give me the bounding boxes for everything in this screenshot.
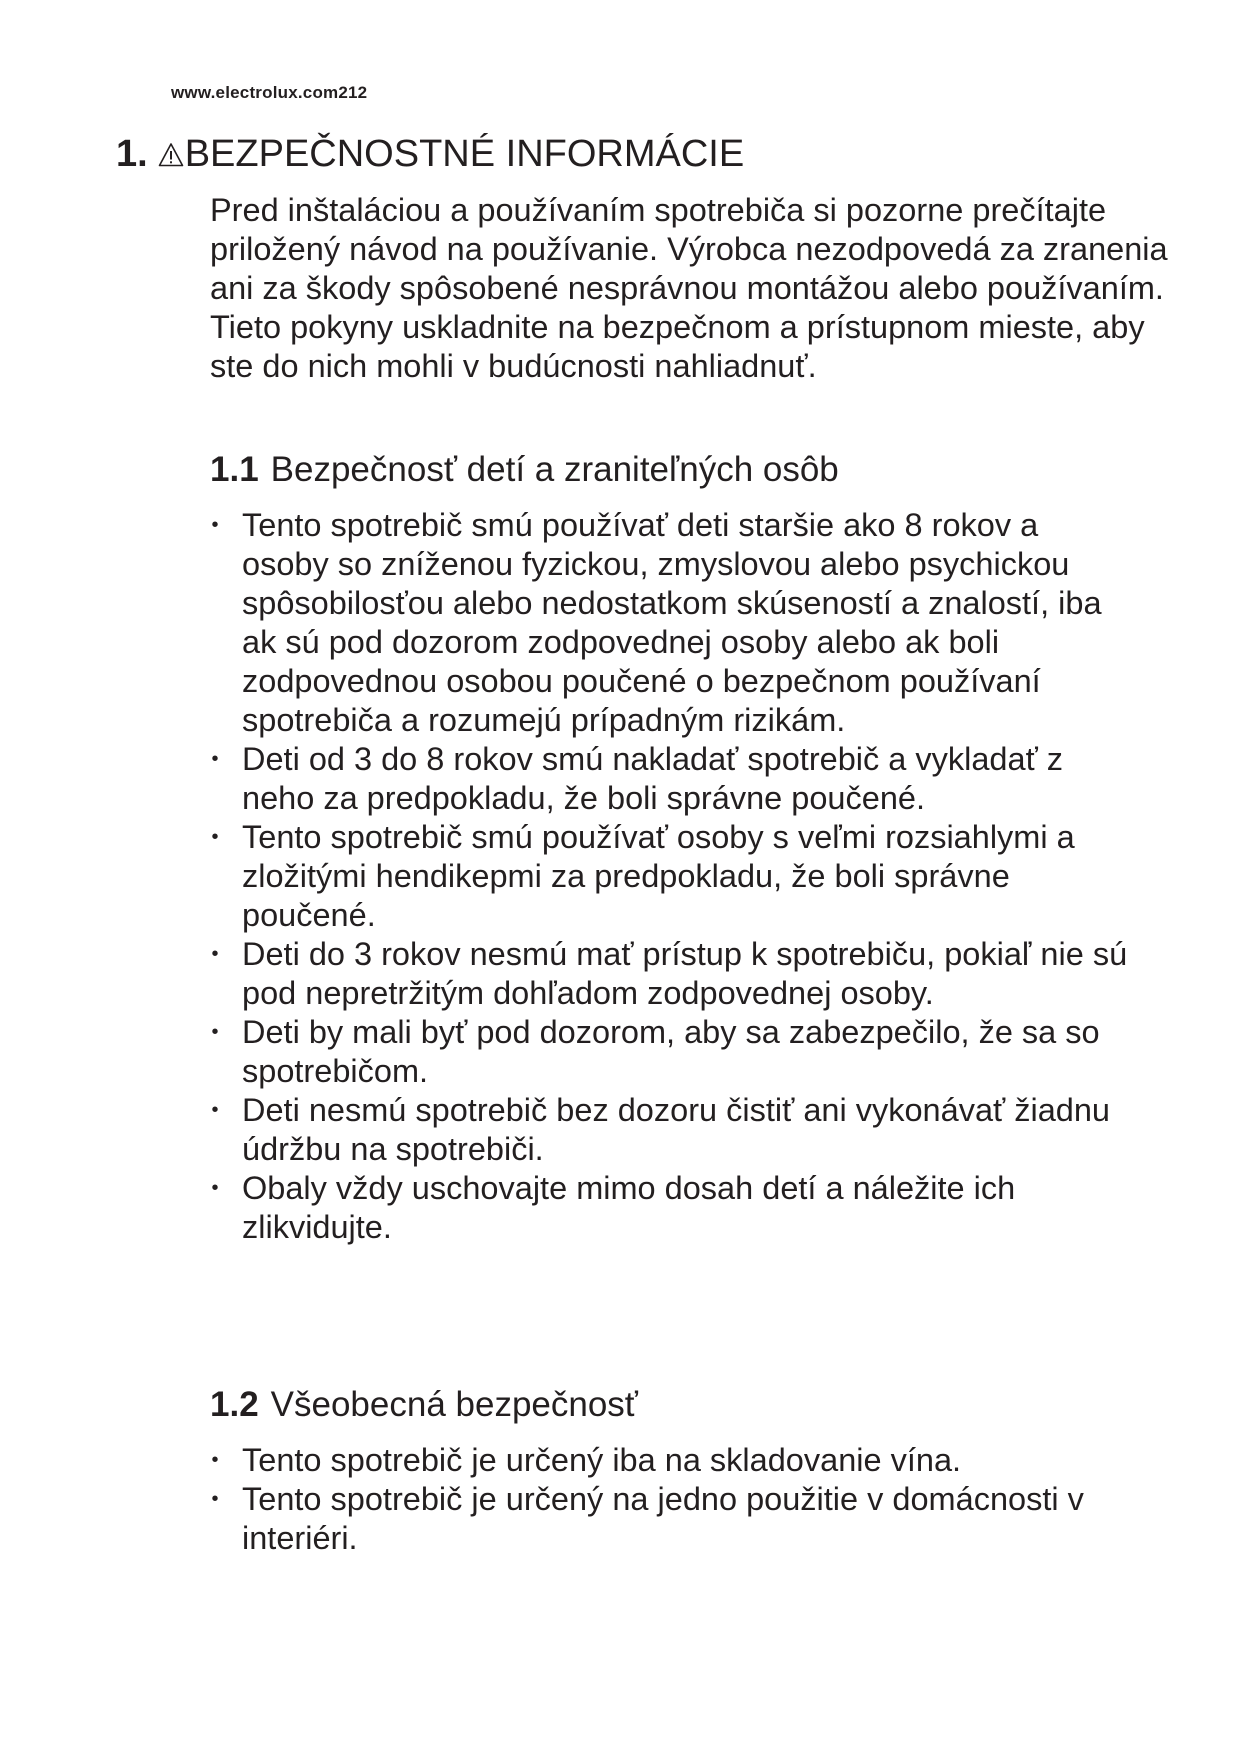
bullet-dot-icon: • bbox=[211, 1177, 219, 1199]
subsection-heading-1-2 bbox=[210, 1383, 638, 1427]
subsection-number: 1.2 bbox=[210, 1385, 259, 1424]
list-item: • Obaly vždy uschovajte mimo dosah detí a náležite ich zlikvidujte. bbox=[208, 1169, 1128, 1247]
list-item: • Deti by mali byť pod dozorom, aby sa zabezpečilo, že sa so spotrebičom. bbox=[208, 1013, 1128, 1091]
bullet-dot-icon: • bbox=[211, 514, 219, 536]
section-heading bbox=[116, 130, 744, 178]
bullet-dot-icon: • bbox=[211, 943, 219, 965]
subsection-title: Všeobecná bezpečnosť bbox=[270, 1385, 638, 1424]
subsection-title: Bezpečnosť detí a zraniteľných osôb bbox=[270, 450, 839, 489]
section-title: BEZPEČNOSTNÉ INFORMÁCIE bbox=[184, 133, 745, 175]
list-item: • Deti nesmú spotrebič bez dozoru čistiť ani vykonávať žiadnu údržbu na spotrebiči. bbox=[208, 1091, 1128, 1169]
list-item: • Tento spotrebič je určený na jedno použitie v domácnosti v interiéri. bbox=[208, 1480, 1128, 1558]
list-item: • Deti do 3 rokov nesmú mať prístup k spotrebiču, pokiaľ nie sú pod nepretržitým dohľadom zodpovednej osoby. bbox=[208, 935, 1128, 1013]
bullet-list-general-safety bbox=[208, 1441, 1128, 1558]
bullet-dot-icon: • bbox=[211, 1021, 219, 1043]
list-item: • Deti od 3 do 8 rokov smú nakladať spotrebič a vykladať z neho za predpokladu, že boli správne poučené. bbox=[208, 740, 1128, 818]
bullet-dot-icon: • bbox=[211, 1449, 219, 1471]
bullet-dot-icon: • bbox=[211, 748, 219, 770]
warning-triangle-icon bbox=[158, 142, 184, 168]
subsection-heading-1-1 bbox=[210, 448, 839, 492]
section-number: 1. bbox=[116, 133, 148, 175]
list-item: • Tento spotrebič je určený iba na skladovanie vína. bbox=[208, 1441, 1128, 1480]
list-item: • Tento spotrebič smú používať osoby s veľmi rozsiahlymi a zložitými hendikepmi za predpokladu, že boli správne poučené. bbox=[208, 818, 1128, 935]
bullet-list-children-safety bbox=[208, 506, 1128, 1247]
list-item: • Tento spotrebič smú používať deti staršie ako 8 rokov a osoby so zníženou fyzickou, zmyslovou alebo psychickou spôsobilosťou alebo nedostatkom skúseností a znalostí, iba ak sú pod dozorom zodpovednej osoby alebo ak boli zodpovednou osobou poučené o bezpečnom používaní spotrebiča a rozumejú prípadným rizikám. bbox=[208, 506, 1128, 740]
header-url: www.electrolux.com212 bbox=[171, 83, 368, 102]
subsection-number: 1.1 bbox=[210, 450, 259, 489]
bullet-dot-icon: • bbox=[211, 1488, 219, 1510]
bullet-dot-icon: • bbox=[211, 1099, 219, 1121]
intro-paragraph bbox=[210, 191, 1170, 386]
intro-text: Pred inštaláciou a používaním spotrebiča si pozorne prečítajte priložený návod na používanie. Výrobca nezodpovedá za zranenia ani za škody spôsobené nesprávnou montážou alebo používaním. Tieto pokyny uskladnite na bezpečnom a prístupnom mieste, aby ste do nich mohli v budúcnosti nahliadnuť. bbox=[210, 192, 1168, 384]
bullet-dot-icon: • bbox=[211, 826, 219, 848]
